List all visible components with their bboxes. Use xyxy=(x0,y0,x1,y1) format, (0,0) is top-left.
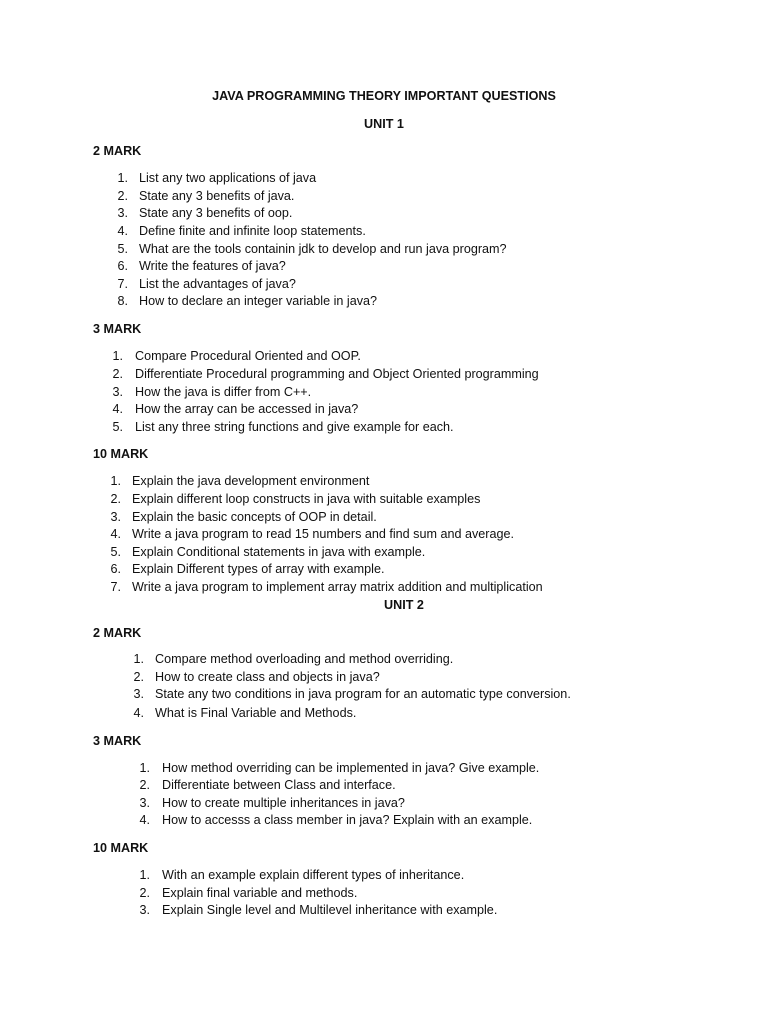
item-number: 1. xyxy=(112,349,123,363)
question-item: How to create class and objects in java? xyxy=(155,670,380,684)
item-number: 5. xyxy=(117,242,128,256)
item-number: 2. xyxy=(139,886,150,900)
question-item: State any two conditions in java program for an automatic type conversion. xyxy=(155,687,571,701)
unit-heading: UNIT 1 xyxy=(364,117,404,131)
item-number: 4. xyxy=(112,402,123,416)
question-item: How to declare an integer variable in java? xyxy=(139,294,378,308)
question-item: Define finite and infinite loop statements. xyxy=(139,224,366,238)
item-number: 6. xyxy=(117,259,128,273)
question-item: List any three string functions and give example for each. xyxy=(135,420,454,434)
question-item: What is Final Variable and Methods. xyxy=(155,706,357,720)
section-heading: 2 MARK xyxy=(93,626,142,640)
item-number: 4. xyxy=(110,527,121,541)
item-number: 2. xyxy=(110,492,121,506)
item-number: 2. xyxy=(133,670,144,684)
section-heading: 10 MARK xyxy=(93,841,149,855)
item-number: 7. xyxy=(110,580,121,594)
item-number: 2. xyxy=(117,189,128,203)
question-item: Differentiate Procedural programming and Object Oriented programming xyxy=(135,367,539,381)
question-item: Differentiate between Class and interface. xyxy=(162,778,396,792)
question-item: Explain different loop constructs in java with suitable examples xyxy=(132,492,481,506)
question-item: How the array can be accessed in java? xyxy=(135,402,359,416)
question-item: Explain the basic concepts of OOP in detail. xyxy=(132,510,377,524)
question-item: Explain Different types of array with example. xyxy=(132,562,385,576)
item-number: 1. xyxy=(139,761,150,775)
item-number: 3. xyxy=(139,796,150,810)
question-item: How method overriding can be implemented in java? Give example. xyxy=(162,761,540,775)
item-number: 6. xyxy=(110,562,121,576)
section-heading: 3 MARK xyxy=(93,322,142,336)
item-number: 3. xyxy=(117,206,128,220)
question-item: What are the tools containin jdk to develop and run java program? xyxy=(139,242,507,256)
question-item: State any 3 benefits of oop. xyxy=(139,206,293,220)
question-item: Write the features of java? xyxy=(139,259,286,273)
item-number: 3. xyxy=(139,903,150,917)
item-number: 5. xyxy=(110,545,121,559)
question-item: Explain Conditional statements in java with example. xyxy=(132,545,426,559)
question-item: Compare method overloading and method overriding. xyxy=(155,652,454,666)
question-item: List the advantages of java? xyxy=(139,277,296,291)
section-heading: 10 MARK xyxy=(93,447,149,461)
item-number: 1. xyxy=(117,171,128,185)
item-number: 3. xyxy=(133,687,144,701)
item-number: 1. xyxy=(133,652,144,666)
item-number: 1. xyxy=(139,868,150,882)
unit-heading: UNIT 2 xyxy=(384,598,424,612)
question-item: State any 3 benefits of java. xyxy=(139,189,295,203)
item-number: 4. xyxy=(117,224,128,238)
question-item: Compare Procedural Oriented and OOP. xyxy=(135,349,361,363)
question-item: With an example explain different types of inheritance. xyxy=(162,868,465,882)
item-number: 4. xyxy=(133,706,144,720)
item-number: 2. xyxy=(112,367,123,381)
item-number: 4. xyxy=(139,813,150,827)
section-heading: 2 MARK xyxy=(93,144,142,158)
question-item: Explain the java development environment xyxy=(132,474,370,488)
question-item: Write a java program to implement array matrix addition and multiplication xyxy=(132,580,543,594)
item-number: 3. xyxy=(110,510,121,524)
section-heading: 3 MARK xyxy=(93,734,142,748)
question-item: Explain final variable and methods. xyxy=(162,886,358,900)
question-item: How to accesss a class member in java? Explain with an example. xyxy=(162,813,533,827)
item-number: 3. xyxy=(112,385,123,399)
question-item: Write a java program to read 15 numbers and find sum and average. xyxy=(132,527,514,541)
item-number: 8. xyxy=(117,294,128,308)
question-item: How to create multiple inheritances in java? xyxy=(162,796,405,810)
question-item: Explain Single level and Multilevel inheritance with example. xyxy=(162,903,498,917)
question-item: How the java is differ from C++. xyxy=(135,385,312,399)
document-title: JAVA PROGRAMMING THEORY IMPORTANT QUESTIONS xyxy=(212,89,556,103)
item-number: 5. xyxy=(112,420,123,434)
question-item: List any two applications of java xyxy=(139,171,317,185)
item-number: 2. xyxy=(139,778,150,792)
item-number: 7. xyxy=(117,277,128,291)
item-number: 1. xyxy=(110,474,121,488)
